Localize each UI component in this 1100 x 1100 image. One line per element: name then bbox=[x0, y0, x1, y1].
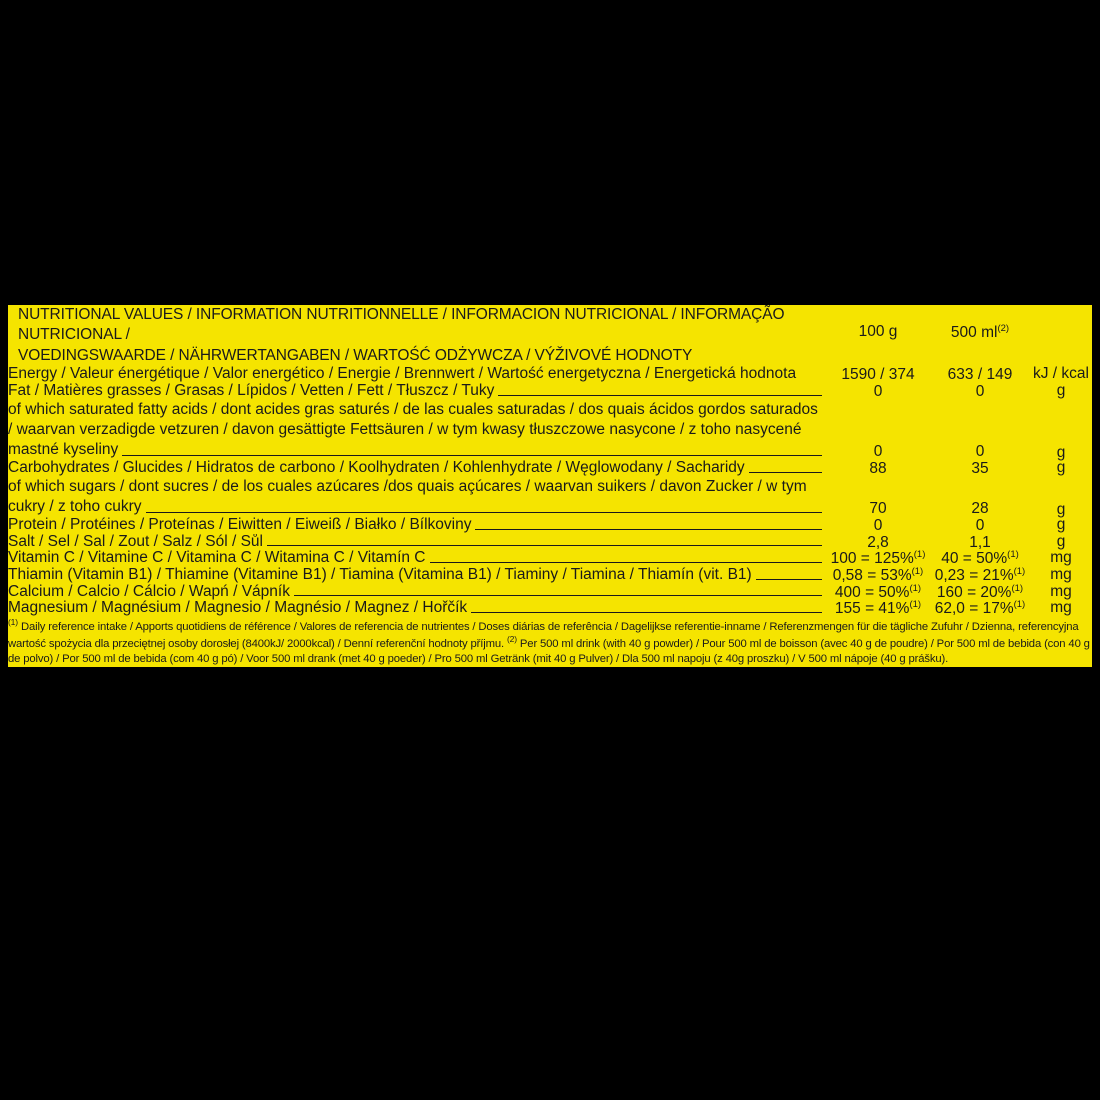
row-label bbox=[8, 550, 826, 567]
table-row bbox=[8, 567, 1092, 584]
header-label-line2: VOEDINGSWAARDE / NÄHRWERTANGABEN / WARTOŚĆ ODŻYWCZA / VÝŽIVOVÉ HODNOTY bbox=[18, 346, 693, 364]
footnote-text-2: Per 500 ml drink (with 40 g powder) / Pour 500 ml de boisson (avec 40 g de poudre) / Por 500 ml de bebida (con 40 g de polvo) / Por 500 ml de bebida (com 40 g pó) / Voor 500 ml drank (met 40 g poeder) / Pro 500 ml Getränk (mit 40 g Pulver) / Dla 500 ml napoju (z 40g proszku) / V 500 ml nápoje (40 g prášku). bbox=[8, 638, 1090, 665]
row-value-500ml bbox=[930, 460, 1030, 477]
row-label-text: Carbohydrates / Glucides / Hidratos de carbono / Koolhydraten / Kohlenhydrate / Węglowodany / Sacharidy bbox=[8, 460, 749, 476]
table-header-row bbox=[8, 305, 1092, 366]
row-value-500ml bbox=[930, 600, 1030, 617]
leader-rule bbox=[18, 455, 822, 456]
row-value-100g bbox=[826, 366, 930, 383]
row-label-text: Salt / Sel / Sal / Zout / Salz / Sól / Sůl bbox=[8, 534, 267, 550]
row-value-500ml-mark: (1) bbox=[1013, 599, 1026, 611]
row-value-500ml-text: 40 = 50% bbox=[941, 550, 1008, 568]
row-unit bbox=[1030, 460, 1092, 477]
row-unit bbox=[1030, 584, 1092, 601]
header-col-unit bbox=[1030, 305, 1092, 366]
row-value-500ml bbox=[930, 584, 1030, 601]
row-value-100g bbox=[826, 534, 930, 551]
row-label-text: Vitamin C / Vitamine C / Vitamina C / Witamina C / Vitamín C bbox=[8, 550, 430, 566]
row-value-100g-text: 155 = 41% bbox=[834, 600, 910, 618]
row-value-100g bbox=[826, 460, 930, 477]
footnote bbox=[8, 617, 1092, 667]
row-label-text: Energy / Valeur énergétique / Valor energético / Energie / Brennwert / Wartość energetyczna / Energetická hodnota bbox=[8, 366, 800, 382]
footnote-mark-1: (1) bbox=[8, 616, 18, 627]
row-value-500ml bbox=[930, 567, 1030, 584]
nutrition-panel bbox=[8, 305, 1092, 667]
row-unit-text: mg bbox=[1050, 599, 1072, 617]
row-value-500ml-mark: (1) bbox=[1007, 549, 1019, 561]
row-value-100g bbox=[826, 383, 930, 400]
row-value-500ml-text: 1,1 bbox=[969, 533, 991, 551]
row-value-500ml-text: 0,23 = 21% bbox=[934, 567, 1014, 585]
header-label-line1: NUTRITIONAL VALUES / INFORMATION NUTRITIONNELLE / INFORMACION NUTRICIONAL / INFORMAÇÃO NUTRICIONAL / bbox=[18, 306, 785, 344]
row-value-500ml bbox=[930, 366, 1030, 383]
row-unit bbox=[1030, 383, 1092, 400]
row-unit-text: g bbox=[1056, 459, 1066, 477]
table-row bbox=[8, 534, 1092, 551]
header-col-100g bbox=[826, 305, 930, 366]
row-unit-text: mg bbox=[1050, 582, 1072, 600]
row-value-100g bbox=[826, 400, 930, 460]
row-value-100g-text: 0 bbox=[873, 383, 883, 401]
row-value-500ml bbox=[930, 517, 1030, 534]
row-unit bbox=[1030, 534, 1092, 551]
row-unit bbox=[1030, 517, 1092, 534]
row-value-100g-text: 1590 / 374 bbox=[841, 366, 915, 384]
row-value-500ml bbox=[930, 477, 1030, 517]
footnote-mark-2: (2) bbox=[506, 634, 517, 645]
row-value-500ml bbox=[930, 534, 1030, 551]
row-label bbox=[8, 477, 826, 517]
row-value-100g-text: 88 bbox=[869, 460, 887, 478]
row-unit-text: g bbox=[1056, 382, 1066, 400]
row-value-500ml-mark: (1) bbox=[1013, 566, 1026, 577]
header-label-cell bbox=[8, 305, 826, 366]
row-value-100g-mark: (1) bbox=[909, 582, 922, 594]
row-value-500ml-text: 35 bbox=[971, 460, 989, 478]
row-value-100g bbox=[826, 517, 930, 534]
row-value-500ml-text: 62,0 = 17% bbox=[934, 600, 1014, 618]
row-value-500ml-text: 160 = 20% bbox=[936, 583, 1012, 601]
table-row bbox=[8, 550, 1092, 567]
row-unit-text: mg bbox=[1050, 549, 1072, 567]
row-label-text: of which saturated fatty acids / dont acides gras saturés / de las cuales saturadas / dos quais ácidos gordos saturados / waarvan verzadigde vetzuren / davon gesättigte Fettsäuren / w tym kwasy tłuszczowe nasycone / z toho nasycené mastné kyseliny bbox=[8, 400, 818, 458]
row-label bbox=[8, 517, 826, 534]
row-label bbox=[8, 460, 826, 477]
row-value-100g bbox=[826, 600, 930, 617]
table-row bbox=[8, 366, 1092, 383]
row-label-text: Fat / Matières grasses / Grasas / Lípidos / Vetten / Fett / Tłuszcz / Tuky bbox=[8, 383, 498, 399]
row-value-500ml-text: 0 bbox=[975, 517, 985, 535]
row-value-100g-mark: (1) bbox=[909, 599, 922, 611]
header-col-500ml-footnote-mark: (2) bbox=[997, 323, 1010, 334]
row-label-text: Thiamin (Vitamin B1) / Thiamine (Vitamine B1) / Tiamina (Vitamina B1) / Tiaminy / Tiamina / Thiamín (vit. B1) bbox=[8, 567, 756, 583]
table-row bbox=[8, 383, 1092, 400]
row-value-100g-text: 400 = 50% bbox=[834, 583, 910, 601]
row-unit-text: g bbox=[1056, 443, 1066, 461]
footnote-row bbox=[8, 617, 1092, 667]
row-label-text: Protein / Protéines / Proteínas / Eiwitten / Eiweiß / Białko / Bílkoviny bbox=[8, 517, 475, 533]
row-unit bbox=[1030, 550, 1092, 567]
row-value-500ml-text: 28 bbox=[971, 500, 989, 518]
row-unit-text: g bbox=[1056, 532, 1066, 550]
row-label bbox=[8, 366, 826, 383]
table-row bbox=[8, 517, 1092, 534]
row-unit bbox=[1030, 477, 1092, 517]
row-value-100g-text: 0,58 = 53% bbox=[832, 567, 912, 585]
table-row bbox=[8, 460, 1092, 477]
row-value-500ml bbox=[930, 400, 1030, 460]
row-label bbox=[8, 567, 826, 584]
row-label bbox=[8, 600, 826, 617]
row-unit-text: kJ / kcal bbox=[1033, 365, 1089, 383]
row-value-500ml-text: 633 / 149 bbox=[947, 366, 1013, 384]
row-label bbox=[8, 383, 826, 400]
row-value-500ml bbox=[930, 550, 1030, 567]
row-unit-text: mg bbox=[1050, 566, 1072, 583]
row-value-100g-text: 100 = 125% bbox=[830, 550, 914, 568]
row-label bbox=[8, 584, 826, 601]
row-unit bbox=[1030, 567, 1092, 584]
footnote-text-1: Daily reference intake / Apports quotidiens de référence / Valores de referencia de nutrientes / Doses diárias de referência / Dagelijkse referentie-inname / Referenzmengen für die tägliche Zufuhr / Dzienna, referencyjna wartość spożycia dla przeciętnej osoby dorosłej (8400kJ/ 2000kcal) / Denní referenční hodnoty příjmu. bbox=[8, 620, 1079, 651]
row-value-100g-text: 0 bbox=[873, 517, 883, 535]
table-row bbox=[8, 584, 1092, 601]
row-unit bbox=[1030, 600, 1092, 617]
row-value-100g bbox=[826, 477, 930, 517]
row-value-100g-text: 0 bbox=[873, 443, 883, 461]
table-row bbox=[8, 477, 1092, 517]
row-label-text: of which sugars / dont sucres / de los cuales azúcares /dos quais açúcares / waarvan suikers / davon Zucker / w tym cukry / z toho cukry bbox=[8, 477, 807, 515]
row-unit bbox=[1030, 366, 1092, 383]
row-value-100g bbox=[826, 567, 930, 584]
row-value-100g-text: 2,8 bbox=[867, 533, 889, 551]
row-unit-text: g bbox=[1056, 516, 1066, 534]
row-value-100g-text: 70 bbox=[869, 500, 887, 518]
header-col-500ml-label: 500 ml bbox=[950, 324, 998, 342]
row-unit bbox=[1030, 400, 1092, 460]
row-value-500ml-mark: (1) bbox=[1011, 582, 1024, 594]
row-value-500ml bbox=[930, 383, 1030, 400]
row-label-text: Calcium / Calcio / Cálcio / Wapń / Vápník bbox=[8, 584, 294, 600]
row-value-500ml-text: 0 bbox=[975, 443, 985, 461]
nutrition-table bbox=[8, 305, 1092, 667]
header-col-500ml bbox=[930, 305, 1030, 366]
row-label bbox=[8, 534, 826, 551]
row-value-500ml-text: 0 bbox=[975, 383, 985, 401]
row-value-100g bbox=[826, 550, 930, 567]
header-col-100g-label: 100 g bbox=[858, 323, 898, 340]
table-row bbox=[8, 600, 1092, 617]
row-value-100g-mark: (1) bbox=[911, 566, 924, 577]
row-value-100g-mark: (1) bbox=[913, 549, 926, 561]
row-value-100g bbox=[826, 584, 930, 601]
row-label-text: Magnesium / Magnésium / Magnesio / Magnésio / Magnez / Hořčík bbox=[8, 600, 471, 616]
table-row bbox=[8, 400, 1092, 460]
row-label bbox=[8, 400, 826, 460]
row-unit-text: g bbox=[1056, 500, 1066, 518]
